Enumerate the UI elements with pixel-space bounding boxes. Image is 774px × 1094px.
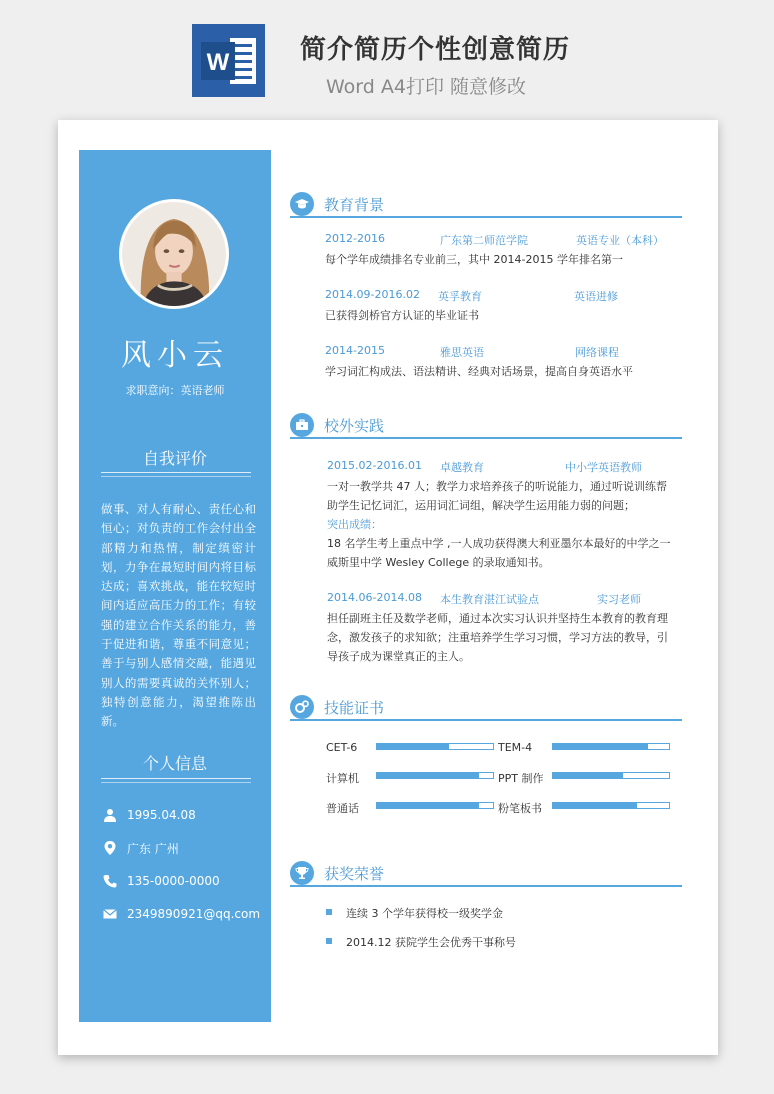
self-eval-title: 自我评价 [142, 449, 207, 468]
page-subtitle: Word A4打印 随意修改 [326, 76, 527, 98]
list-bullet [326, 938, 332, 944]
awards-title: 获奖荣誉 [324, 865, 385, 883]
skill-bar-fill [377, 744, 449, 749]
skill-bar [376, 743, 494, 750]
skill-label: TEM-4 [498, 741, 533, 754]
email: 2349890921@qq.com [127, 907, 261, 921]
divider [101, 472, 251, 473]
edu-date: 2014-2015 [325, 344, 385, 357]
edu-org: 雅思英语 [440, 346, 484, 359]
location-pin-icon [103, 841, 117, 855]
phone-row [103, 872, 220, 890]
email-row [103, 905, 260, 923]
list-bullet [326, 909, 332, 915]
person-icon [103, 808, 117, 822]
practice-role: 中小学英语教师 [565, 461, 642, 474]
briefcase-icon [290, 413, 314, 437]
birthday: 1995.04.08 [127, 808, 196, 822]
resume-page [58, 120, 718, 1055]
skill-bar-fill [377, 773, 479, 778]
self-eval-text: 做事、对人有耐心、责任心和恒心；对负责的工作会付出全部精力和热情，制定缜密计划，力争在最短时间内将目标达成；喜欢挑战，能在较短时间内适应高压力的工作；有较强的建立合作关系的能力，善于促进和谐，尊重不同意见；善于与别人感情交融，能遇见别人的需要真诚的关怀别人；独特创意能力，渴望推陈出新。 [101, 502, 256, 729]
word-logo-icon [192, 24, 265, 97]
edu-role: 英语专业（本科） [576, 234, 664, 247]
page-title: 简介简历个性创意简历 [300, 35, 571, 65]
practice-desc: 一对一教学共 47 人；教学力求培养孩子的听说能力，通过听说训练帮 [327, 480, 667, 493]
edu-desc: 每个学年成绩排名专业前三，其中 2014-2015 学年排名第一 [325, 253, 623, 266]
sidebar [79, 150, 271, 1022]
edu-desc: 已获得剑桥官方认证的毕业证书 [325, 309, 479, 322]
education-title: 教育背景 [324, 196, 385, 214]
phone-icon [103, 874, 117, 888]
avatar [119, 199, 229, 309]
practice-desc: 导孩子成为课堂真正的主人。 [327, 650, 470, 663]
skill-bar [552, 802, 670, 809]
job-intention: 求职意向：英语老师 [125, 384, 225, 397]
section-rule [290, 437, 682, 439]
practice-desc: 念，激发孩子的求知欲；注重培养学生学习习惯，学习方法的教导，引 [327, 631, 668, 644]
skill-bar-fill [553, 773, 623, 778]
skill-label: 普通话 [326, 802, 359, 815]
skill-bar-fill [377, 803, 479, 808]
practice-date: 2015.02-2016.01 [327, 459, 422, 472]
skill-label: 计算机 [326, 772, 359, 785]
practice-section-header [290, 413, 682, 439]
practice-org: 卓越教育 [440, 461, 484, 474]
email-icon [103, 907, 117, 921]
practice-role: 实习老师 [597, 593, 641, 606]
edu-org: 英孚教育 [438, 290, 482, 303]
location: 广东 广州 [127, 841, 179, 856]
practice-desc: 威斯里中学 Wesley College 的录取通知书。 [327, 556, 550, 569]
skill-label: 粉笔板书 [498, 802, 542, 815]
birthday-row [103, 806, 196, 824]
divider [101, 778, 251, 779]
phone: 135-0000-0000 [127, 874, 220, 888]
award-item: 连续 3 个学年获得校一级奖学金 [346, 907, 503, 920]
skill-label: CET-6 [326, 741, 358, 754]
edu-org: 广东第二师范学院 [440, 234, 528, 247]
section-rule [290, 216, 682, 218]
skill-bar [552, 743, 670, 750]
candidate-name: 风小云 [121, 338, 229, 373]
trophy-icon [290, 861, 314, 885]
education-section-header [290, 192, 682, 218]
practice-date: 2014.06-2014.08 [327, 591, 422, 604]
practice-desc: 18 名学生考上重点中学 ,一人成功获得澳大利亚墨尔本最好的中学之一 [327, 537, 671, 550]
edu-date: 2014.09-2016.02 [325, 288, 420, 301]
location-row [103, 839, 179, 857]
edu-date: 2012-2016 [325, 232, 385, 245]
skill-bar [376, 802, 494, 809]
practice-desc: 担任副班主任及数学老师，通过本次实习认识并坚持生本教育的教育理 [327, 612, 668, 625]
svg-text:W: W [206, 49, 230, 76]
edu-role: 网络课程 [575, 346, 619, 359]
gears-icon [290, 695, 314, 719]
practice-desc: 助学生记忆词汇，运用词汇词组，解决学生运用能力弱的问题； [327, 499, 635, 512]
graduation-cap-icon [290, 192, 314, 216]
skill-bar-fill [553, 803, 637, 808]
highlight-label: 突出成绩： [327, 518, 382, 531]
skills-section-header [290, 695, 682, 721]
award-item: 2014.12 获院学生会优秀干事称号 [346, 936, 516, 949]
skills-title: 技能证书 [324, 699, 385, 717]
awards-section-header [290, 861, 682, 887]
divider [101, 476, 251, 477]
skill-bar-fill [553, 744, 648, 749]
edu-desc: 学习词汇构成法、语法精讲、经典对话场景，提高自身英语水平 [325, 365, 633, 378]
practice-title: 校外实践 [324, 417, 385, 435]
edu-role: 英语进修 [574, 290, 618, 303]
section-rule [290, 719, 682, 721]
personal-info-title: 个人信息 [142, 754, 207, 773]
skill-label: PPT 制作 [498, 772, 544, 785]
skill-bar [376, 772, 494, 779]
skill-bar [552, 772, 670, 779]
practice-org: 本生教育湛江试验点 [440, 593, 539, 606]
section-rule [290, 885, 682, 887]
divider [101, 782, 251, 783]
